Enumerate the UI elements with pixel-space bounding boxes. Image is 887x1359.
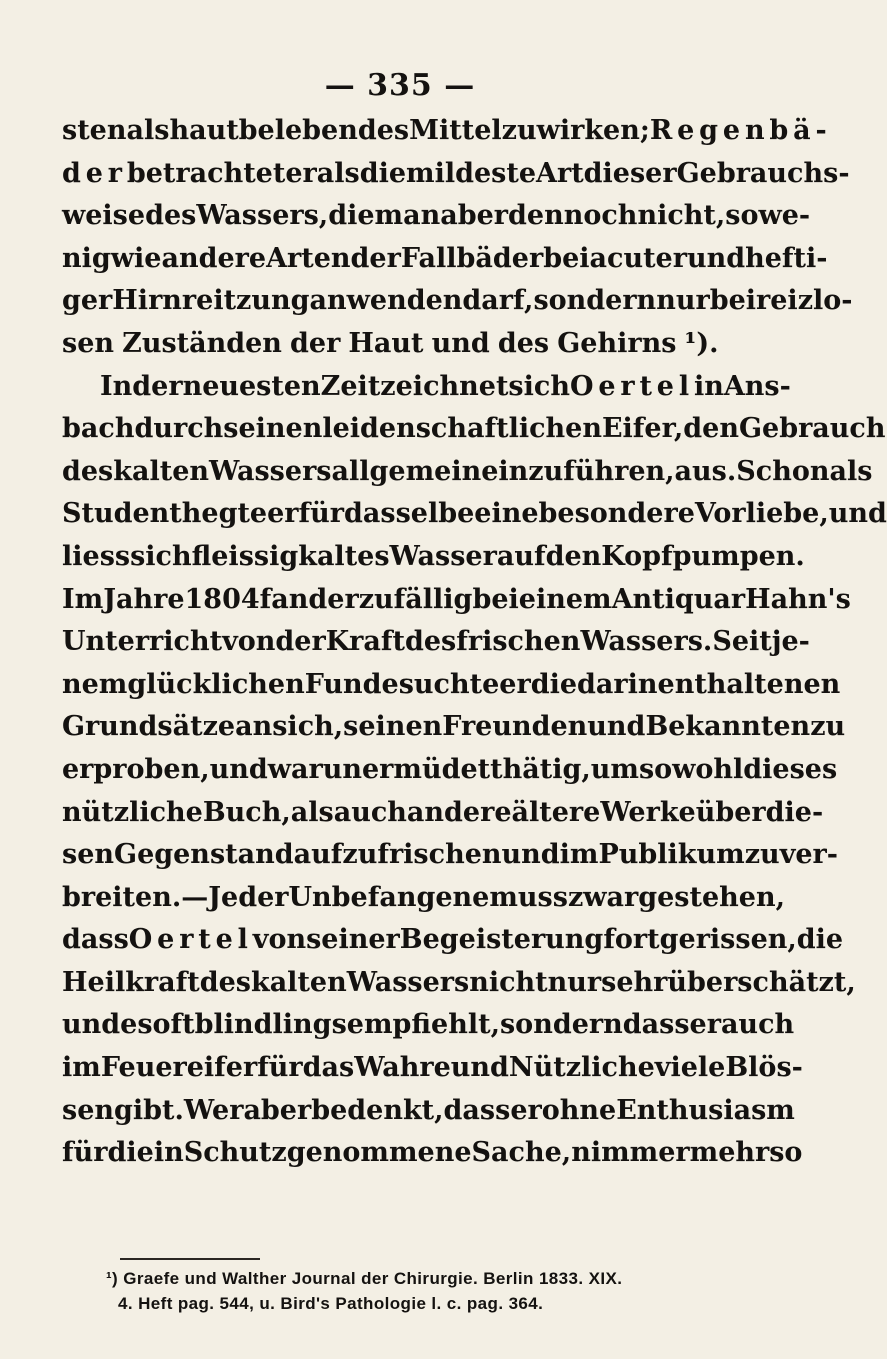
word: er	[689, 1009, 721, 1041]
text-line	[62, 280, 853, 323]
word: Hirnreitzung	[112, 285, 310, 317]
text-line	[62, 877, 785, 920]
text-line	[62, 621, 810, 664]
word: als	[316, 157, 360, 189]
word: Gehirns	[557, 327, 677, 359]
word: kalten	[113, 455, 210, 487]
word: viele	[654, 1052, 726, 1084]
word: genommene	[286, 1137, 472, 1169]
word: er	[267, 498, 299, 530]
word: Nützliche	[508, 1052, 655, 1084]
word: des	[404, 626, 457, 658]
word: Jahre	[103, 583, 185, 615]
word: weise	[62, 200, 146, 232]
word: sich	[508, 370, 570, 402]
word: bei	[543, 242, 590, 274]
word: Heilkraft	[62, 966, 200, 998]
word: im	[559, 839, 599, 871]
word: Kopf	[601, 540, 673, 572]
word: pumpen.	[672, 540, 805, 572]
word: er	[327, 583, 359, 615]
word: an	[235, 711, 273, 743]
word: für	[62, 1137, 108, 1169]
word: dass	[62, 924, 129, 956]
word: in	[153, 1137, 184, 1169]
word: ohne	[541, 1094, 617, 1126]
word: war	[267, 753, 323, 785]
word: blindlings	[194, 1009, 347, 1041]
word: aufzufrischen	[293, 839, 502, 871]
word: so	[769, 1137, 803, 1169]
text-line	[62, 153, 850, 196]
word: Wassers	[209, 455, 332, 487]
text-line	[62, 792, 824, 835]
word: und	[686, 242, 746, 274]
word: um	[590, 753, 639, 785]
word: Wahre	[354, 1052, 451, 1084]
word: dass	[622, 1009, 690, 1041]
word: Seit	[712, 626, 772, 658]
word: Vorliebe,	[694, 498, 829, 530]
word: sowohl	[638, 753, 744, 785]
word: über	[695, 796, 766, 828]
word: und	[501, 839, 560, 871]
word: für	[298, 498, 344, 530]
word: und	[587, 711, 646, 743]
word: Freunden	[442, 711, 588, 743]
word: den	[683, 413, 739, 445]
word: Arten	[266, 242, 351, 274]
word: einem	[518, 583, 612, 615]
text-line	[62, 706, 846, 749]
word: die	[796, 924, 844, 956]
word: ger	[62, 285, 113, 317]
word: und	[209, 753, 268, 785]
word: Sache,	[471, 1137, 572, 1169]
word: breiten.	[62, 881, 182, 913]
word: andere	[406, 796, 512, 828]
word: Hahn's	[745, 583, 851, 615]
word: aus.	[674, 455, 737, 487]
word: —	[181, 881, 209, 913]
word: nicht,	[637, 200, 726, 232]
word: kaltes	[298, 540, 390, 572]
word: auch	[720, 1009, 795, 1041]
word: Enthusiasm	[616, 1094, 795, 1126]
word: empfiehlt,	[346, 1009, 500, 1041]
word: andere	[161, 242, 267, 274]
word: dieser	[583, 157, 677, 189]
word: durch	[134, 413, 224, 445]
word: Gebrauch	[738, 413, 886, 445]
word: als	[829, 455, 873, 487]
word: Wassers.	[580, 626, 713, 658]
text-line	[62, 451, 873, 494]
word: leidenschaftlichen	[322, 413, 602, 445]
word: zu	[744, 839, 780, 871]
word: sen	[62, 327, 115, 359]
word: sondern	[499, 1009, 623, 1041]
word: auch	[333, 796, 407, 828]
word: als	[126, 115, 170, 146]
word: Unbefangene	[288, 881, 490, 913]
word: zu	[810, 711, 846, 743]
word: bedenkt,	[311, 1094, 444, 1126]
word: hefti-	[745, 242, 828, 274]
word: in	[693, 370, 724, 402]
word: seinen	[223, 413, 323, 445]
word: oft	[152, 1009, 195, 1041]
word: wie	[110, 242, 162, 274]
word: darf,	[462, 285, 534, 317]
text-line	[62, 664, 841, 707]
word: Begeisterung	[399, 924, 604, 956]
word: Werke	[600, 796, 696, 828]
word: Wasser	[389, 540, 497, 572]
text-line	[62, 834, 838, 877]
text-line	[62, 110, 832, 153]
word: von	[252, 924, 307, 956]
word: Eifer,	[601, 413, 684, 445]
word: seinen	[343, 711, 443, 743]
word: seiner	[306, 924, 400, 956]
word: der	[62, 157, 127, 189]
word: hegte	[181, 498, 268, 530]
word: fand	[259, 583, 328, 615]
word: einzuführen,	[481, 455, 675, 487]
word: gibt.	[114, 1094, 184, 1126]
text-line	[62, 366, 791, 409]
word: besondere	[538, 498, 695, 530]
word: er	[510, 1094, 542, 1126]
text-line	[62, 323, 752, 366]
word: dass	[443, 1094, 511, 1126]
footnotes	[106, 1266, 706, 1316]
word: mildeste	[406, 157, 537, 189]
text-line	[62, 195, 811, 238]
word: Haut	[348, 327, 424, 359]
word: das	[302, 1052, 355, 1084]
word: thätig,	[490, 753, 591, 785]
word: gestehen,	[638, 881, 785, 913]
word: Antiquar	[611, 583, 746, 615]
word: Wassers	[346, 966, 470, 998]
word: im	[62, 1052, 101, 1084]
word: auf	[496, 540, 546, 572]
text-line	[62, 749, 838, 792]
word: sten	[62, 115, 127, 146]
word: fleissig	[191, 540, 299, 572]
footnote-separator	[120, 1258, 260, 1260]
word: Student	[62, 498, 182, 530]
word: nem	[62, 668, 128, 700]
word: fortgerissen,	[603, 924, 797, 956]
text-line	[62, 1090, 795, 1133]
main-text	[62, 110, 887, 1175]
word: acuter	[589, 242, 687, 274]
word: nützliche	[62, 796, 203, 828]
word: überschätzt,	[667, 966, 856, 998]
word: und	[450, 1052, 509, 1084]
word: Oertel	[569, 370, 694, 402]
word: Grundsätze	[62, 711, 236, 743]
word: Blös-	[725, 1052, 803, 1084]
word: suchte	[398, 668, 500, 700]
word: und	[431, 327, 490, 359]
word: Funde	[304, 668, 399, 700]
word: dennoch	[508, 200, 638, 232]
text-line	[62, 919, 844, 962]
word: Ans-	[723, 370, 791, 402]
word: die	[359, 157, 407, 189]
word: we-	[758, 200, 811, 232]
word: zufällig	[358, 583, 473, 615]
word: Schon	[736, 455, 830, 487]
word: er	[285, 157, 317, 189]
word: neuesten	[182, 370, 321, 402]
text-line	[62, 536, 805, 579]
word: den	[545, 540, 602, 572]
text-line	[62, 962, 856, 1005]
word: ¹).	[684, 327, 719, 359]
text-line	[62, 579, 851, 622]
word: es	[120, 1009, 153, 1041]
text-line	[62, 1047, 803, 1090]
word: eine	[474, 498, 539, 530]
word: und	[62, 1009, 121, 1041]
word: zwar	[567, 881, 639, 913]
word: Fallbäder	[400, 242, 544, 274]
word: Wassers,	[196, 200, 329, 232]
word: 1804	[184, 583, 260, 615]
word: frischen	[456, 626, 581, 658]
word: sich	[130, 540, 192, 572]
text-line	[62, 238, 828, 281]
word: enthaltenen	[657, 668, 841, 700]
word: nig	[62, 242, 111, 274]
word: ältere	[511, 796, 601, 828]
word: Unterricht	[62, 626, 223, 658]
word: In	[100, 370, 133, 402]
word: von	[222, 626, 276, 658]
word: der	[132, 370, 183, 402]
word: Zeit	[320, 370, 381, 402]
word: des	[497, 327, 550, 359]
text-line	[62, 493, 887, 536]
word: Regenbä-	[649, 115, 832, 146]
word: Kraft	[325, 626, 405, 658]
word: der	[290, 327, 341, 359]
word: die-	[765, 796, 824, 828]
word: anwenden	[309, 285, 463, 317]
word: bei	[472, 583, 519, 615]
word: Feuereifer	[100, 1052, 258, 1084]
word: sen	[62, 1094, 115, 1126]
word: zeichnet	[380, 370, 509, 402]
word: hautbelebendes	[169, 115, 410, 146]
word: Jeder	[208, 881, 289, 913]
word: muss	[489, 881, 568, 913]
word: Wer	[183, 1094, 244, 1126]
word: liess	[62, 540, 131, 572]
text-line	[62, 408, 886, 451]
word: betrachtet	[126, 157, 286, 189]
word: als	[290, 796, 334, 828]
word: die	[107, 1137, 154, 1169]
word: reizlo-	[756, 285, 853, 317]
word: nur	[547, 966, 602, 998]
word: allgemein	[331, 455, 482, 487]
word: nimmermehr	[571, 1137, 770, 1169]
word: für	[257, 1052, 303, 1084]
word: der	[275, 626, 326, 658]
word: und	[828, 498, 887, 530]
word: des	[62, 455, 114, 487]
word: so	[725, 200, 759, 232]
word: Schutz	[183, 1137, 287, 1169]
page-number: — 335 —	[324, 68, 476, 103]
word: der	[350, 242, 401, 274]
word: Oertel	[128, 924, 253, 956]
word: Gebrauchs-	[676, 157, 850, 189]
word: je-	[771, 626, 810, 658]
word: wirken;	[536, 115, 650, 146]
word: Art	[536, 157, 584, 189]
word: sehr	[601, 966, 668, 998]
word: bei	[709, 285, 757, 317]
word: sen	[62, 839, 115, 871]
word: er	[499, 668, 531, 700]
word: erproben,	[62, 753, 210, 785]
word: des	[199, 966, 251, 998]
word: ver-	[779, 839, 838, 871]
word: aber	[243, 1094, 312, 1126]
word: Gegenstand	[114, 839, 294, 871]
word: Zuständen	[122, 327, 282, 359]
word: nur	[656, 285, 710, 317]
word: bach	[62, 413, 135, 445]
word: sich,	[272, 711, 344, 743]
word: unermüdet	[322, 753, 491, 785]
word: des	[145, 200, 197, 232]
word: kalten	[250, 966, 347, 998]
word: die	[530, 668, 578, 700]
word: darin	[577, 668, 658, 700]
word: Publikum	[598, 839, 745, 871]
word: dieses	[743, 753, 838, 785]
footnote-line-2: 4. Heft pag. 544, u. Bird's Pathologie l. c. pag. 364.	[118, 1294, 544, 1313]
word: Buch,	[202, 796, 291, 828]
word: Im	[62, 583, 104, 615]
text-line	[62, 1132, 803, 1175]
word: nicht	[469, 966, 548, 998]
word: man	[374, 200, 441, 232]
word: glücklichen	[127, 668, 305, 700]
word: aber	[440, 200, 509, 232]
text-line	[62, 1004, 795, 1047]
word: zu	[501, 115, 537, 146]
word: dasselbe	[344, 498, 475, 530]
word: sondern	[533, 285, 657, 317]
word: Mittel	[409, 115, 502, 146]
footnote-line-1: ¹) Graefe und Walther Journal der Chirurgie. Berlin 1833. XIX.	[106, 1269, 623, 1288]
word: Bekannten	[645, 711, 811, 743]
word: die	[328, 200, 375, 232]
